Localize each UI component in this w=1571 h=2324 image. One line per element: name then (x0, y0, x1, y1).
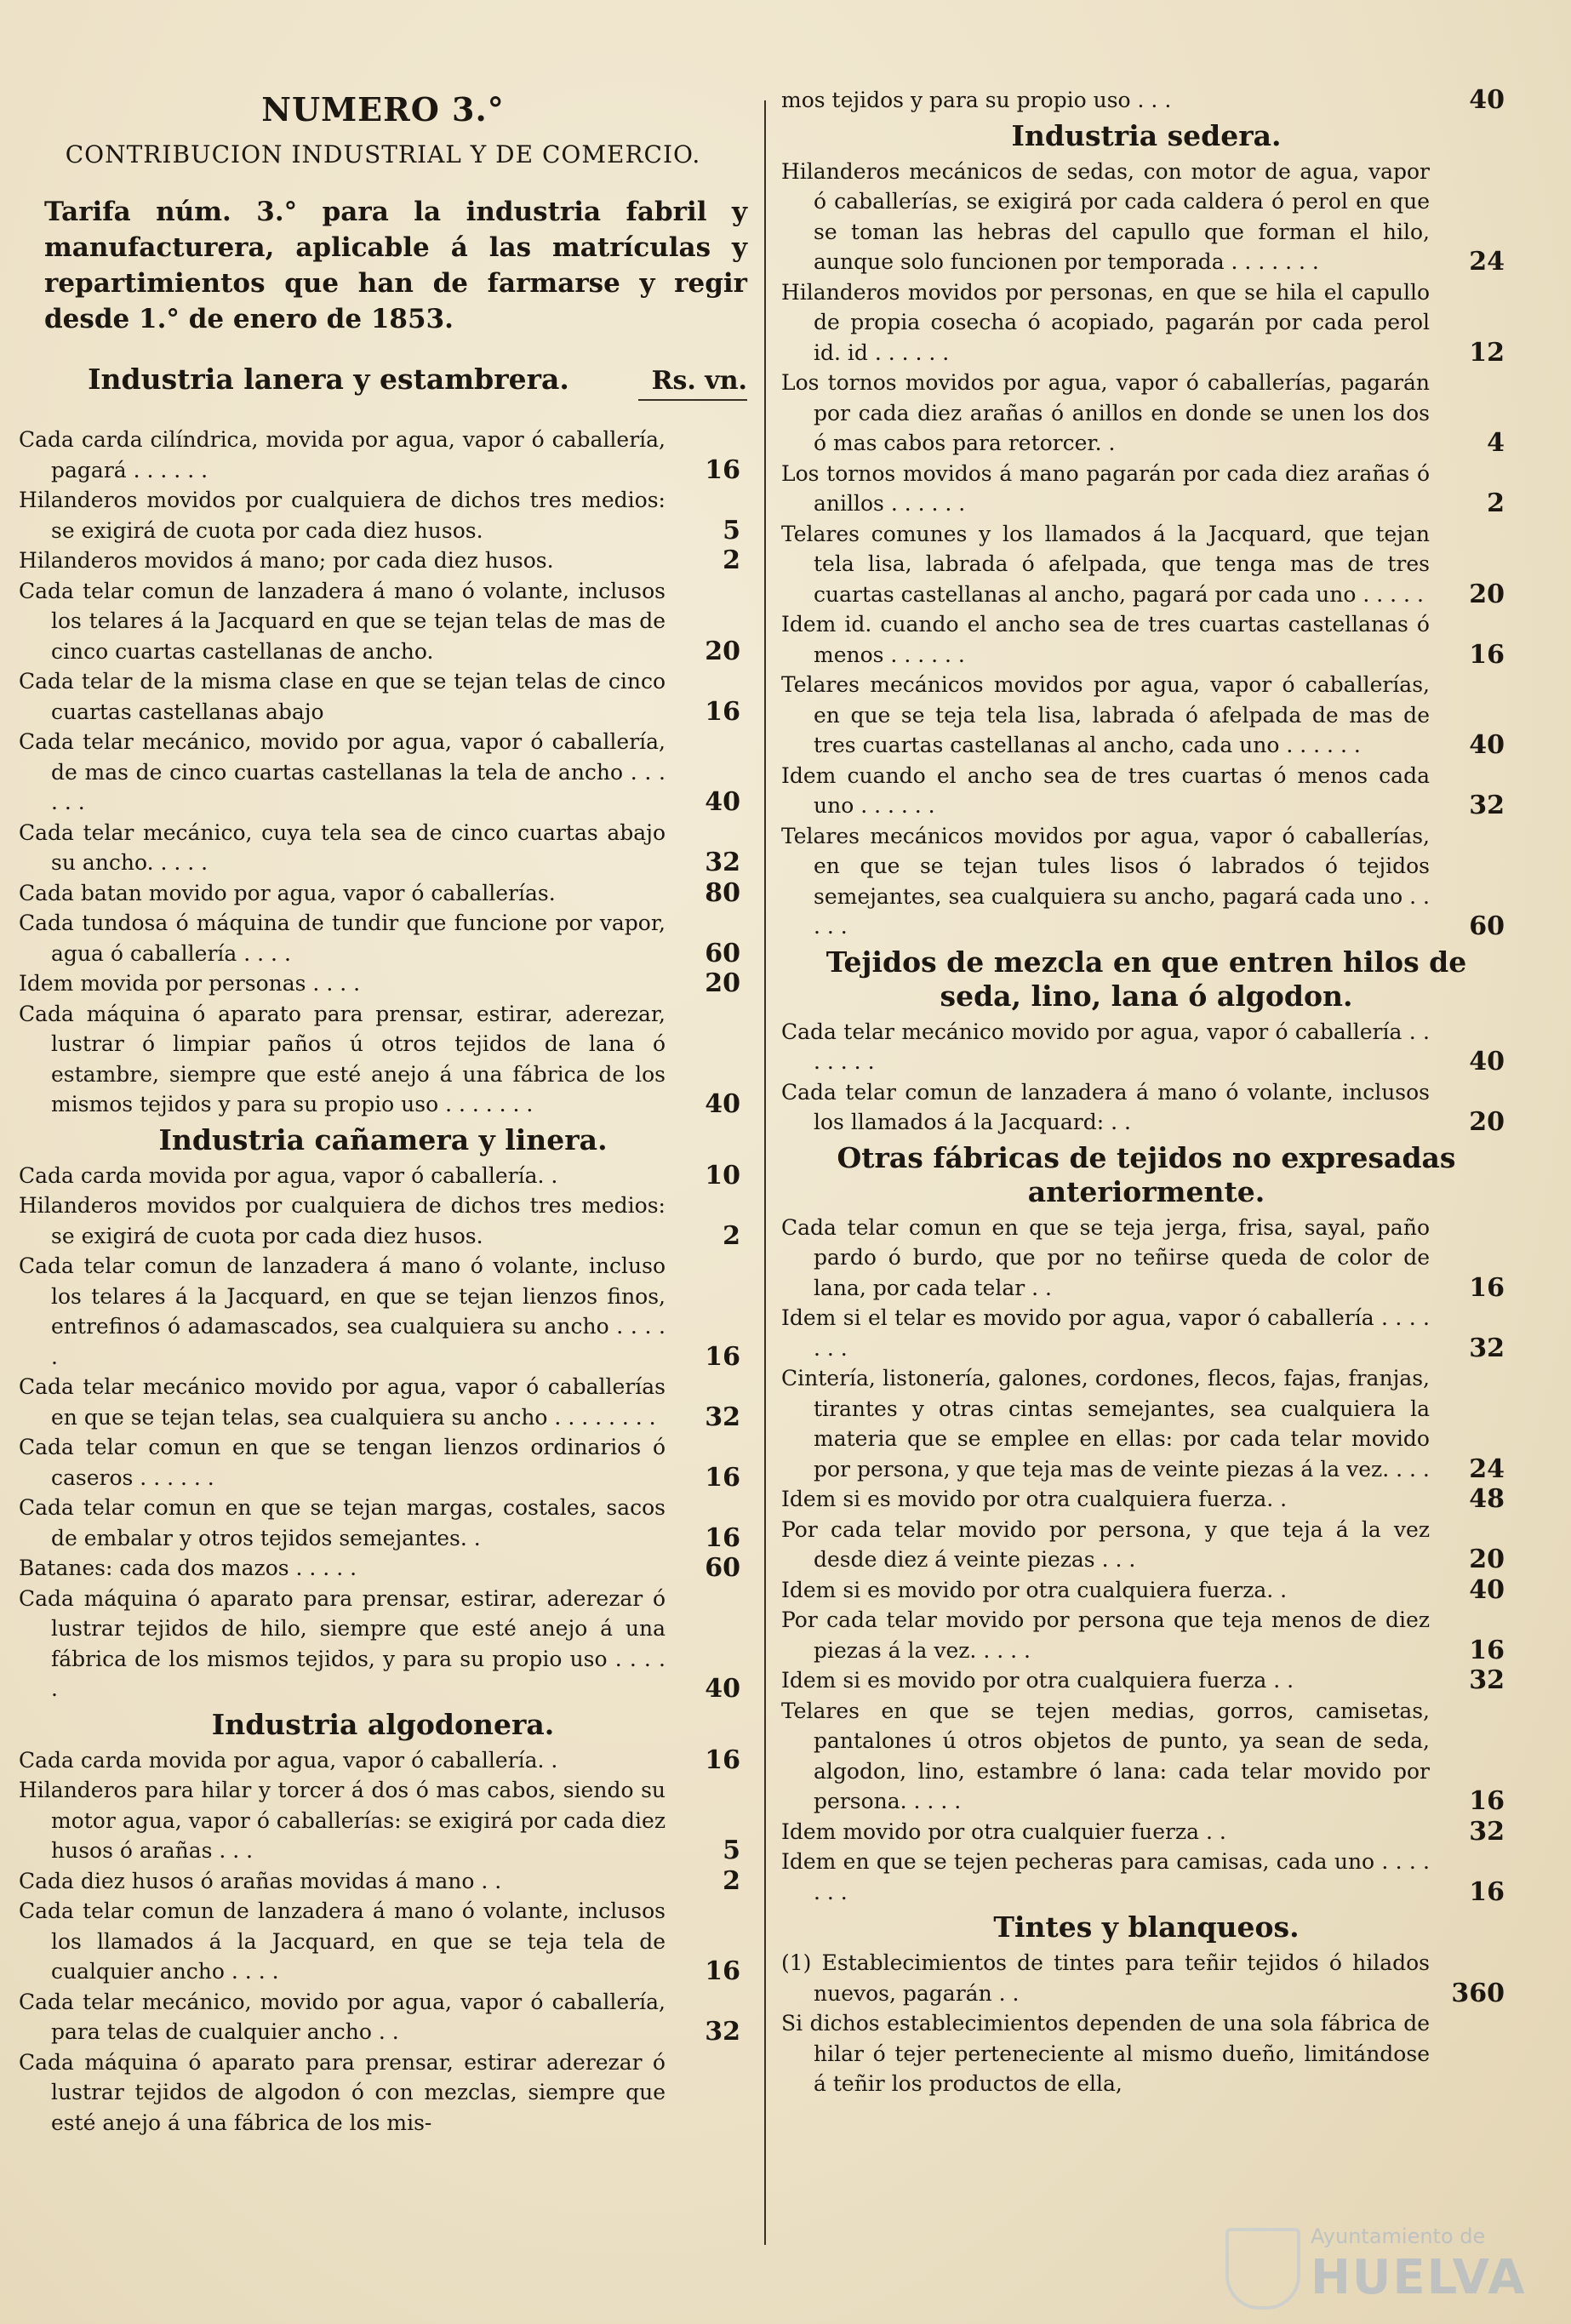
entry-value: 4 (1487, 428, 1505, 458)
entry-value: 60 (705, 938, 740, 968)
tariff-entry: Telares en que se tejen medias, gorros, camisetas, pantalones ú otros objetos de punto, ya sean de seda, algodon, lino, estambre ó lana: cada telar movido por persona. . . . . 16 (781, 1698, 1505, 1816)
entry-value: 16 (1469, 1786, 1505, 1816)
entry-value: 40 (1469, 730, 1505, 760)
entry-value: 40 (1469, 1574, 1505, 1605)
section-header-row (19, 363, 747, 401)
tariff-entry: Cada máquina ó aparato para prensar, estirar, aderezar, lustrar ó limpiar paños ú otros tejidos de lana ó estambre, siempre que esté anejo á una fábrica de los mismos tejidos y para su propio uso . . . . . . . 40 (19, 1001, 740, 1119)
tariff-entry: Idem id. cuando el ancho sea de tres cuartas castellanas ó menos . . . . . . 16 (781, 612, 1505, 670)
tariff-entry: Cada telar mecánico movido por agua, vapor ó caballería . . . . . . . 40 (781, 1019, 1505, 1076)
entry-value: 40 (705, 1089, 740, 1119)
tariff-entry: Idem si es movido por otra cualquiera fuerza. . 40 (781, 1574, 1505, 1605)
tariff-entry: Cada máquina ó aparato para prensar, estirar, aderezar ó lustrar tejidos de hilo, siempre que esté anejo á una fábrica de los mismos tejidos, y para su propio uso . . . . . 40 (19, 1585, 740, 1704)
tariff-entry: Cada telar mecánico, cuya tela sea de cinco cuartas abajo su ancho. . . . . 32 (19, 819, 740, 877)
tariff-entry: Telares comunes y los llamados á la Jacquard, que tejan tela lisa, labrada ó afelpada, que tenga mas de tres cuartas castellanas al ancho, pagará por cada uno . . . . . 20 (781, 521, 1505, 609)
entry-value: 20 (705, 968, 740, 998)
tariff-entry: Cada telar comun de lanzadera á mano ó volante, incluso los telares á la Jacquard, en que se tejan lienzos finos, entrefinos ó adamascados, sea cualquiera su ancho . . . . . 16 (19, 1253, 740, 1372)
entry-value: 60 (705, 1553, 740, 1583)
tariff-entry: Cada telar comun de lanzadera á mano ó volante, inclusos los telares á la Jacquard en que se tejan telas de mas de cinco cuartas castellanas de ancho. 20 (19, 578, 740, 666)
tariff-entry: Cada batan movido por agua, vapor ó caballerías. 80 (19, 877, 740, 908)
section-title-sedera: Industria sedera. (1011, 118, 1282, 152)
tariff-entry-continuation: mos tejidos y para su propio uso . . . 40 (781, 85, 1505, 115)
tariff-entry: Cintería, listonería, galones, cordones, flecos, fajas, franjas, tirantes y otras cintas semejantes, sea cualquiera la materia que se emplee en ellas: por cada telar movido por persona, y que teja mas de veinte piezas á la vez. . . . 24 (781, 1366, 1505, 1484)
entry-value: 2 (723, 1865, 740, 1896)
tariff-entry: Idem cuando el ancho sea de tres cuartas ó menos cada uno . . . . . . 32 (781, 762, 1505, 820)
tariff-entry: Cada telar comun en que se tejan margas, costales, sacos de embalar y otros tejidos semejantes. . 16 (19, 1495, 740, 1553)
entry-value: 32 (1469, 1816, 1505, 1847)
unit-label: Rs. vn. (638, 366, 747, 401)
tariff-entry: Cada carda movida por agua, vapor ó caballería. . 16 (19, 1744, 740, 1775)
entry-value: 16 (1469, 639, 1505, 670)
entry-value: 360 (1451, 1978, 1505, 2008)
entry-value: 5 (723, 515, 740, 545)
entry-value: 48 (1469, 1484, 1505, 1514)
entry-value: 16 (1469, 1272, 1505, 1303)
tariff-entry: Hilanderos movidos á mano; por cada diez husos. 2 (19, 545, 740, 575)
section-canamera (19, 1161, 747, 1704)
tariff-entry: Idem si el telar es movido por agua, vapor ó caballería . . . . . . . 32 (781, 1305, 1505, 1363)
entry-value: 10 (705, 1160, 740, 1191)
tariff-entry: Hilanderos movidos por cualquiera de dichos tres medios: se exigirá de cuota por cada diez husos. 5 (19, 488, 740, 545)
tariff-entry: Cada carda movida por agua, vapor ó caballería. . 10 (19, 1160, 740, 1191)
tariff-entry: Por cada telar movido por persona que teja menos de diez piezas á la vez. . . . . 16 (781, 1607, 1505, 1665)
entry-value: 80 (705, 877, 740, 908)
entry-value: 32 (705, 848, 740, 877)
tariff-entry: Telares mecánicos movidos por agua, vapor ó caballerías, en que se teja tela lisa, labrada ó afelpada de mas de tres cuartas castellanas al ancho, cada uno . . . . . . 40 (781, 672, 1505, 760)
entry-value: 60 (1469, 911, 1505, 941)
section-title-otras: Otras fábricas de tejidos no expresadas anteriormente. (837, 1140, 1456, 1208)
tariff-entry: Cada telar comun en que se tengan lienzos ordinarios ó caseros . . . . . . 16 (19, 1435, 740, 1493)
watermark-small-text: Ayuntamiento de (1311, 2224, 1486, 2248)
section-title-lanera: Industria lanera y estambrera. (88, 363, 569, 396)
tariff-entry: (1) Establecimientos de tintes para teñir tejidos ó hilados nuevos, pagarán . . 360 (781, 1950, 1505, 2008)
tariff-entry: Cada diez husos ó arañas movidas á mano . . 2 (19, 1865, 740, 1896)
tariff-entry: Idem en que se tejen pecheras para camisas, cada uno . . . . . . . 16 (781, 1849, 1505, 1907)
page-heading: NUMERO 3.° (261, 90, 505, 128)
tariff-entry: Idem si es movido por otra cualquiera fuerza. . 48 (781, 1484, 1505, 1514)
entry-value: 20 (1469, 579, 1505, 609)
tariff-entry: Hilanderos para hilar y torcer á dos ó mas cabos, siendo su motor agua, vapor ó caballerías: se exigirá por cada diez husos ó arañas . . . 5 (19, 1778, 740, 1865)
entry-value: 40 (1469, 1047, 1505, 1076)
entry-value: 16 (705, 696, 740, 727)
entry-value: 16 (705, 1462, 740, 1493)
section-algodonera (19, 1745, 747, 2138)
entry-value: 24 (1469, 1453, 1505, 1484)
tariff-entry: Cada telar de la misma clase en que se tejan telas de cinco cuartas castellanas abajo 16 (19, 669, 740, 727)
column-divider (764, 100, 766, 2245)
section-tintes (781, 1948, 1511, 2099)
section-title-tintes: Tintes y blanqueos. (993, 1910, 1300, 1944)
tariff-entry: Por cada telar movido por persona, y que teja á la vez desde diez á veinte piezas . . . 20 (781, 1516, 1505, 1574)
entry-value: 12 (1469, 337, 1505, 368)
entry-value: 5 (723, 1836, 740, 1865)
entry-value: 32 (1469, 791, 1505, 820)
entry-value: 2 (723, 1220, 740, 1251)
tariff-entry: Cada telar mecánico, movido por agua, vapor ó caballería, para telas de cualquier ancho . . 32 (19, 1989, 740, 2047)
entry-value: 16 (705, 1744, 740, 1775)
section-otras (781, 1213, 1511, 1908)
entry-value: 2 (723, 545, 740, 575)
right-column (781, 85, 1511, 2099)
entry-value: 16 (705, 1956, 740, 1986)
tariff-entry: Idem movido por otra cualquier fuerza . . 32 (781, 1816, 1505, 1847)
entry-value: 40 (705, 787, 740, 817)
entry-value: 20 (1469, 1107, 1505, 1137)
tariff-entry: Idem movida por personas . . . . 20 (19, 968, 740, 998)
section-mezcla (781, 1017, 1511, 1138)
entry-value: 20 (1469, 1545, 1505, 1574)
entry-value: 24 (1469, 247, 1505, 277)
entry-value: 16 (1469, 1876, 1505, 1907)
tariff-entry: Batanes: cada dos mazos . . . . . 60 (19, 1553, 740, 1583)
tariff-entry: Si dichos establecimientos dependen de una sola fábrica de hilar ó tejer perteneciente al mismo dueño, limitándose á teñir los productos de ella, (781, 2011, 1430, 2096)
tariff-entry: Hilanderos movidos por personas, en que se hila el capullo de propia cosecha ó acopiado, pagarán por cada perol id. id . . . . . . 12 (781, 279, 1505, 368)
tariff-entry: Hilanderos movidos por cualquiera de dichos tres medios: se exigirá de cuota por cada diez husos. 2 (19, 1193, 740, 1251)
section-lanera (19, 425, 747, 1120)
tariff-entry: Cada máquina ó aparato para prensar, estirar aderezar ó lustrar tejidos de algodon ó con mezclas, siempre que esté anejo á una fábrica de los mis- (19, 2049, 666, 2135)
entry-value: 16 (705, 1341, 740, 1372)
entry-value: 2 (1487, 488, 1505, 518)
crest-icon (1225, 2228, 1300, 2310)
section-title-mezcla: Tejidos de mezcla en que entren hilos de seda, lino, lana ó algodon. (825, 945, 1467, 1013)
tariff-entry: Telares mecánicos movidos por agua, vapor ó caballerías, en que se tejan tules lisos ó labrados ó tejidos semejantes, sea cualquiera su ancho, pagará cada uno . . . . . 60 (781, 823, 1505, 941)
left-column (19, 85, 747, 2138)
tariff-entry: Los tornos movidos por agua, vapor ó caballerías, pagarán por cada diez arañas ó anillos en donde se unen los dos ó mas cabos para retorcer. . 4 (781, 370, 1505, 458)
tariff-entry: Cada tundosa ó máquina de tundir que funcione por vapor, agua ó caballería . . . . 60 (19, 911, 740, 968)
tariff-entry: Hilanderos mecánicos de sedas, con motor de agua, vapor ó caballerías, se exigirá por cada caldera ó perol en que se toman las hebras del capullo que forman el hilo, aunque solo funcionen por temporada . . . . . . . 24 (781, 158, 1505, 277)
entry-value: 32 (705, 2017, 740, 2047)
tariff-entry: Cada carda cilíndrica, movida por agua, vapor ó caballería, pagará . . . . . . 16 (19, 427, 740, 485)
entry-value: 20 (705, 636, 740, 666)
tariff-entry: Los tornos movidos á mano pagarán por cada diez arañas ó anillos . . . . . . 2 (781, 460, 1505, 518)
entry-value: 16 (705, 454, 740, 485)
watermark (1225, 2224, 1540, 2310)
watermark-big-text: HUELVA (1311, 2250, 1527, 2305)
entry-value: 32 (1469, 1333, 1505, 1363)
page-subheading: CONTRIBUCION INDUSTRIAL Y DE COMERCIO. (65, 140, 701, 168)
entry-value: 40 (1469, 85, 1505, 115)
tariff-entry: Cada telar comun en que se teja jerga, frisa, sayal, paño pardo ó burdo, que por no teñirse queda de color de lana, por cada telar . . 16 (781, 1214, 1505, 1303)
section-sedera (781, 157, 1511, 942)
section-title-canamera: Industria cañamera y linera. (158, 1122, 608, 1156)
entry-value: 32 (1469, 1665, 1505, 1695)
tariff-entry: Cada telar comun de lanzadera á mano ó volante, inclusos los llamados á la Jacquard: . . 20 (781, 1079, 1505, 1137)
entry-value: 40 (705, 1674, 740, 1704)
entry-value: 16 (1469, 1635, 1505, 1665)
section-title-algodonera: Industria algodonera. (211, 1707, 555, 1741)
tariff-entry: Cada telar mecánico, movido por agua, vapor ó caballería, de mas de cinco cuartas castellanas la tela de ancho . . . . . . 40 (19, 729, 740, 817)
entry-value: 16 (705, 1522, 740, 1553)
tariff-entry: Cada telar comun de lanzadera á mano ó volante, inclusos los llamados á la Jacquard, en que se teja tela de cualquier ancho . . . . 16 (19, 1899, 740, 1986)
entry-value: 32 (705, 1402, 740, 1432)
tariff-intro: Tarifa núm. 3.° para la industria fabril y manufacturera, aplicable á las matrículas y repartimientos que han de farmarse y regir desde 1.° de enero de 1853. (44, 197, 747, 334)
tariff-entry: Idem si es movido por otra cualquiera fuerza . . 32 (781, 1665, 1505, 1695)
tariff-entry: Cada telar mecánico movido por agua, vapor ó caballerías en que se tejan telas, sea cualquiera su ancho . . . . . . . . 32 (19, 1374, 740, 1432)
